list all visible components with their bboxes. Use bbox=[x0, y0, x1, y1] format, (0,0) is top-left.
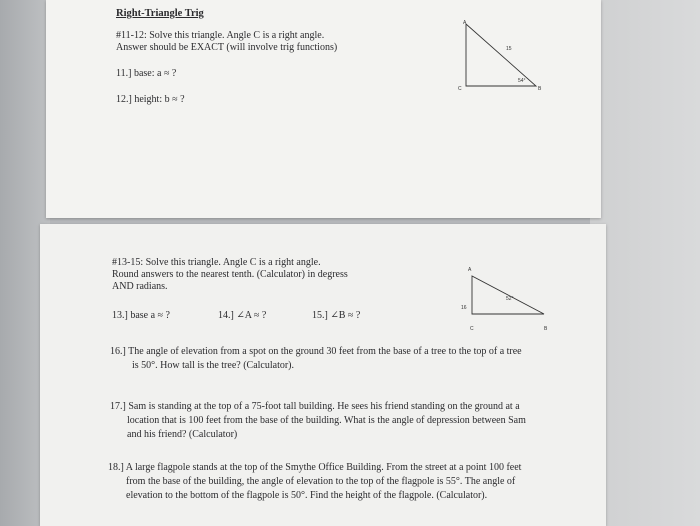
vertex-label-c: C bbox=[458, 86, 462, 92]
question-16-line-2: is 50°. How tall is the tree? (Calculator). bbox=[132, 360, 295, 371]
question-12: 12.] height: b ≈ ? bbox=[116, 94, 185, 105]
triangle-outline bbox=[466, 24, 536, 86]
instructions-line-1: #13-15: Solve this triangle. Angle C is a right angle. bbox=[112, 257, 321, 268]
side-label: 16 bbox=[461, 305, 467, 311]
triangle-diagram-2 bbox=[458, 260, 558, 336]
page-title: Right-Triangle Trig bbox=[116, 8, 204, 19]
vertex-label-a: A bbox=[463, 20, 467, 26]
question-18-line-1: 18.] A large flagpole stands at the top of the Smythe Office Building. From the street at a point 100 feet bbox=[108, 462, 522, 473]
instructions-line-2: Round answers to the nearest tenth. (Calculator) in degress bbox=[112, 269, 348, 280]
angle-label: 52° bbox=[506, 296, 514, 302]
question-17-line-2: location that is 100 feet from the base of the building. What is the angle of depression between Sam bbox=[127, 415, 526, 426]
question-14: 14.] ∠A ≈ ? bbox=[218, 310, 267, 321]
worksheet-page-bottom bbox=[40, 224, 606, 526]
instructions-line-1: #11-12: Solve this triangle. Angle C is a right angle. bbox=[116, 30, 325, 41]
vertex-label-a: A bbox=[468, 267, 472, 273]
question-11: 11.] base: a ≈ ? bbox=[116, 68, 177, 79]
question-18-line-2: from the base of the building, the angle of elevation to the top of the flagpole is 55°. The angle of bbox=[126, 476, 516, 487]
question-17-line-1: 17.] Sam is standing at the top of a 75-foot tall building. He sees his friend standing on the ground at a bbox=[110, 401, 520, 412]
question-15: 15.] ∠B ≈ ? bbox=[312, 310, 361, 321]
instructions-line-3: AND radians. bbox=[112, 281, 168, 292]
instructions-line-2: Answer should be EXACT (will involve trig functions) bbox=[116, 42, 338, 53]
vertex-label-c: C bbox=[470, 326, 474, 332]
question-16-line-1: 16.] The angle of elevation from a spot on the ground 30 feet from the base of a tree to the top of a tree bbox=[110, 346, 522, 357]
background-right bbox=[590, 0, 700, 526]
vertex-label-b: B bbox=[544, 326, 548, 332]
vertex-label-b: B bbox=[538, 86, 542, 92]
hypotenuse-label: 15 bbox=[506, 46, 512, 52]
angle-label: 54° bbox=[518, 78, 526, 84]
question-18-line-3: elevation to the bottom of the flagpole is 50°. Find the height of the flagpole. (Calculator). bbox=[126, 490, 488, 501]
triangle-outline bbox=[472, 276, 544, 314]
question-17-line-3: and his friend? (Calculator) bbox=[127, 429, 238, 440]
worksheet-page-top bbox=[46, 0, 601, 218]
triangle-diagram-1 bbox=[456, 16, 546, 96]
question-13: 13.] base a ≈ ? bbox=[112, 310, 170, 321]
